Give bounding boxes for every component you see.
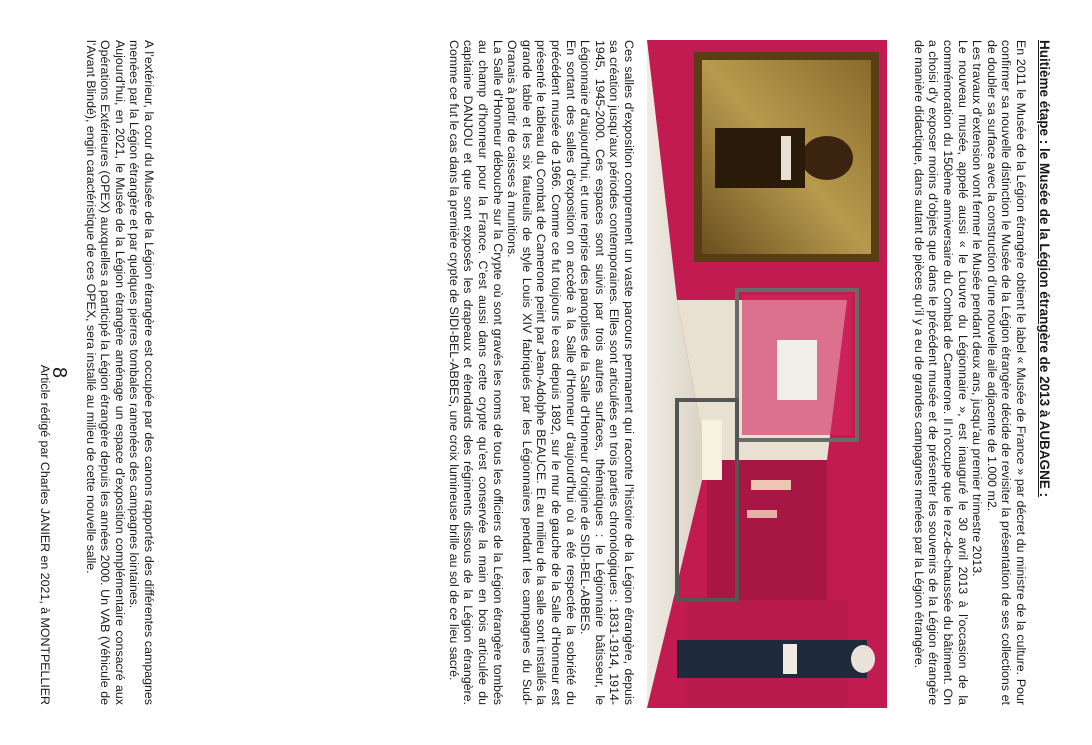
body-text xyxy=(446,40,636,705)
paragraph: Les travaux d’extension vont fermer le Musée pendant deux ans, jusqu’au premier trimestre 2013. xyxy=(970,40,985,577)
museum-hall-photo xyxy=(647,40,887,708)
section-title: Huitième étape : le Musée de la Légion étrangère de 2013 à AUBAGNE : xyxy=(1037,40,1052,498)
paragraph: Aujourd’hui, en 2021, le Musée de la Légion étrangère aménage un espace d’exposition complémentaire consacré aux Opérations Extérieures (OPEX) auxquelles a participé la Légion étrangère depuis les années 2000. Un VAB (Véhicule de l’Avant Blindé), engin caractéristique de ces OPEX, sera installé au milieu de cette nouvelle salle. xyxy=(83,40,127,705)
paragraph: Le nouveau musée, appelé aussi « le Louvre du Légionnaire », est inauguré le 30 avril 2013 à l’occasion de la commémoration du 150ème anniversaire du Combat de Camerone. Il n’occupe que le rez-de-chaussée du bâtiment. On a choisi d’y exposer moins d’objets que dans le précédent musée et de présenter les souvenirs de la Légion étrangère de manière didactique, dans autant de pièces qu’il y a eu de grandes campagnes menées par la Légion étrangère. xyxy=(911,40,970,705)
page-number: 8 xyxy=(48,366,70,379)
intro-text xyxy=(911,40,1028,705)
paragraph: Ces salles d’exposition comprennent un vaste parcours permanent qui raconte l’histoire de la Légion étrangère, depuis sa création jusqu’aux périodes contemporaines. Elles sont articulées en trois parties chronologiques : 1831-1914, 1914-1945, 1945-2000. Ces espaces sont suivis par trois autres surfaces, thématiques : le Légionnaire bâtisseur, le Légionnaire d’aujourd’hui, et une reprise des panoplies de la Salle d’Honneur d’origine de SIDI-BEL-ABBES. xyxy=(578,40,636,705)
paragraph: A l’extérieur, la cour du Musée de la Légion étrangère est occupée par des canons rapportés des différentes campagnes menées par la Légion étrangère et par quelques pierres tombales ramenées des campagnes lointaines. xyxy=(127,40,156,705)
museum-hall-illustration xyxy=(647,40,887,708)
paragraph: En 2011 le Musée de la Légion étrangère obtient le label « Musée de France » par décret du ministre de la culture. Pour confirmer sa nouvelle distinction le Musée de la Légion étrangère décide de revisiter la présentation de ses collections et de doubler sa surface avec la construction d’une nouvelle aile adjacente de 1.000 m2. xyxy=(984,40,1028,705)
closing-text xyxy=(83,40,156,705)
author-signature: Article rédigé par Charles JANIER en 2021, à MONTPELLIER xyxy=(38,364,52,705)
paragraph: La Salle d’Honneur débouche sur la Crypte où sont gravés les noms de tous les officiers de la Légion étrangère tombés au champ d’honneur pour la France. C’est aussi dans cette crypte qu’est conservée la main en bois articulée du capitaine DANJOU et que sont exposés les drapeaux et étendards des régiments dissous de la Légion étrangère. Comme ce fut le cas dans la première crypte de SIDI-BEL-ABBES, une croix lumineuse brille au sol de ce lieu sacré. xyxy=(446,40,505,705)
paragraph: En sortant des salles d’exposition on accède à la Salle d’Honneur d’aujourd’hui où a été respectée la sobriété du précédent musée de 1966. Comme ce fut toujours le cas depuis 1892, sur le mur de gauche de la Salle d’Honneur est présenté le tableau du Combat de Camerone peint par Jean-Adolphe BEAUCE. Et au milieu de la salle sont installés la grande table et les six fauteuils de style Louis XIV fabriqués par les Légionnaires pendant les campagnes du Sud-Oranais à partir de caisses à munitions. xyxy=(505,40,578,705)
